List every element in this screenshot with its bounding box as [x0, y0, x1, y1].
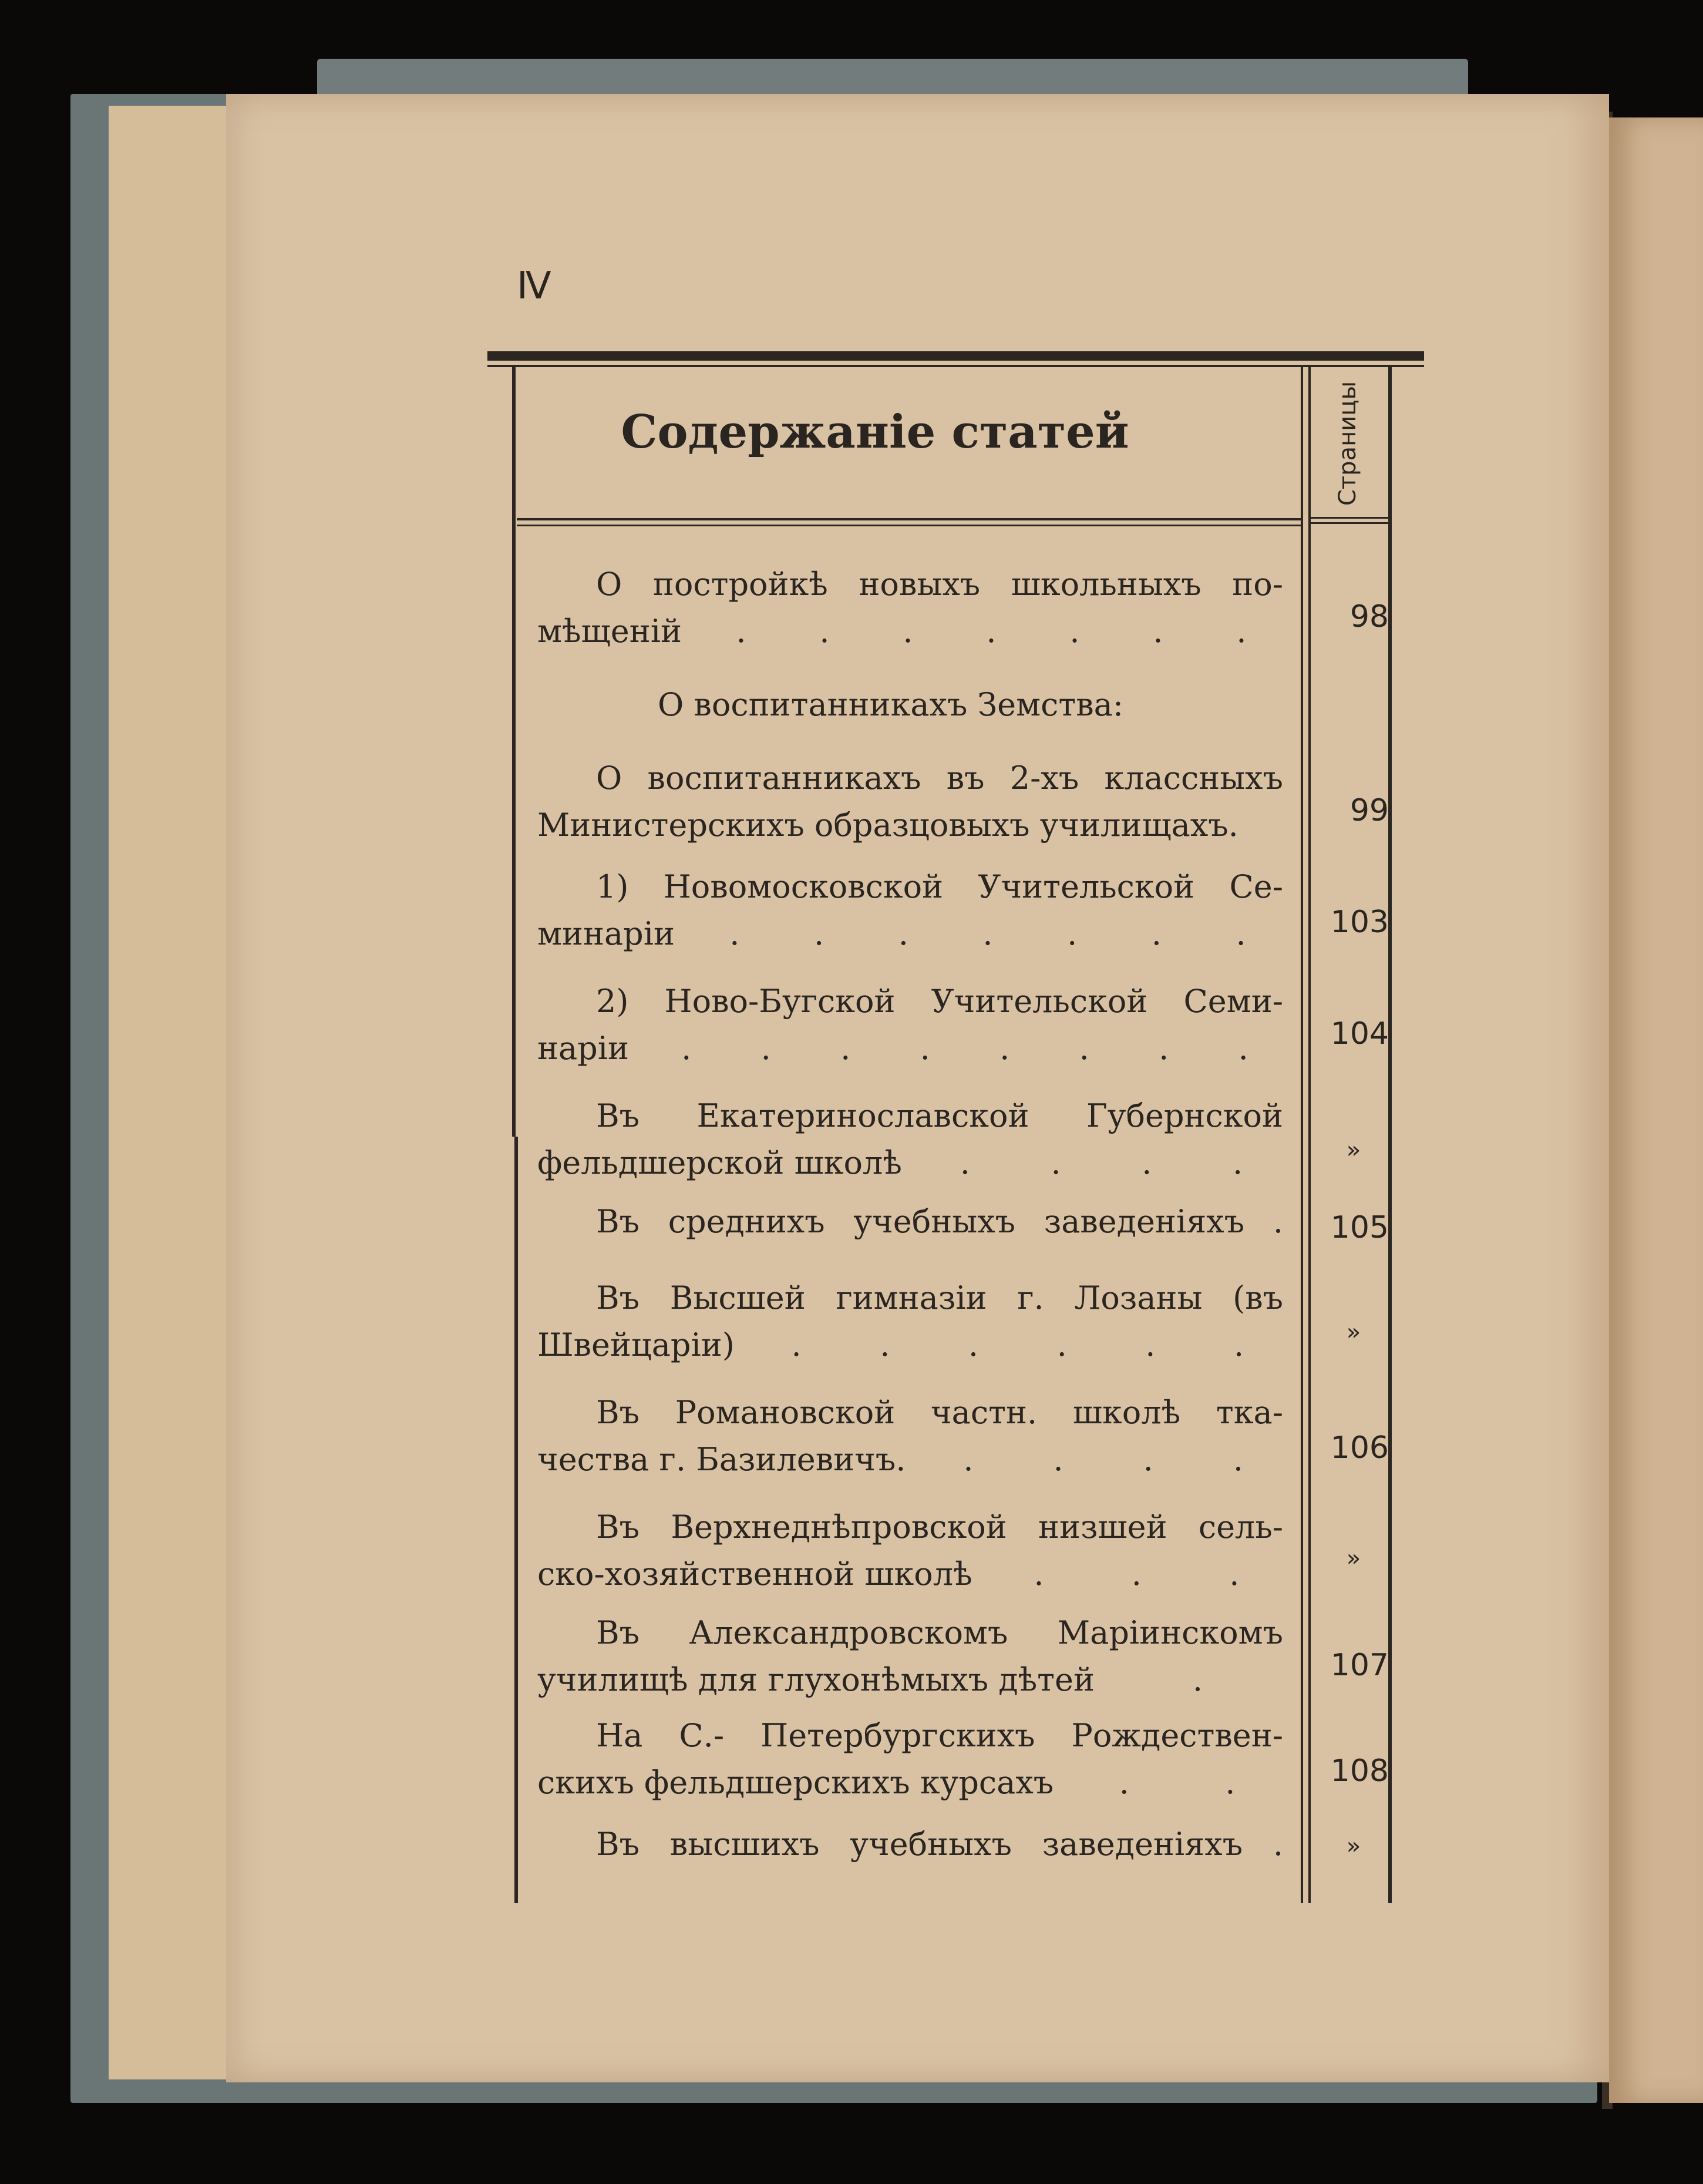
- leader-dots: . . . . . . .: [736, 613, 1247, 650]
- entry-title-line-2-text: мѣщеній: [537, 613, 682, 650]
- entry-title-line-2-text: Министерскихъ образцовыхъ училищахъ.: [537, 807, 1238, 844]
- page-reference: 105: [1330, 1210, 1389, 1245]
- entry-title-line-1: На С.- Петербургскихъ Рождествен-: [596, 1717, 1283, 1754]
- entry-title-line-1: О постройкѣ новыхъ школьныхъ по-: [596, 566, 1283, 603]
- table-left-border: [512, 367, 516, 1137]
- page-reference: 106: [1330, 1430, 1389, 1466]
- contents-entry: [537, 1504, 1283, 1598]
- table-heading: Содержаніе статей: [621, 405, 1129, 459]
- entry-title-line-2-text: училищѣ для глухонѣмыхъ дѣтей: [537, 1661, 1095, 1698]
- table-top-thin-rule: [487, 365, 1424, 367]
- entry-title-line-2: [537, 1551, 1283, 1598]
- page-reference: »: [1346, 1137, 1361, 1164]
- section-heading-text: О воспитанникахъ Земства:: [658, 686, 1124, 723]
- leader-dots: . . . .: [960, 1144, 1243, 1181]
- page-reference: 104: [1330, 1016, 1389, 1051]
- entry-title-line-1: Въ Александровскомъ Маріинскомъ: [596, 1614, 1283, 1651]
- entry-title-line-2: [537, 1140, 1283, 1187]
- leader-dots: . . . . . . . .: [681, 1030, 1248, 1067]
- page-reference: »: [1346, 1545, 1361, 1572]
- contents-entry: [537, 863, 1283, 957]
- leader-dots: . . . .: [963, 1441, 1243, 1478]
- entry-title-line-2-text: скихъ фельдшерскихъ курсахъ: [537, 1764, 1054, 1801]
- leader-dots: . . . . . . .: [729, 915, 1246, 952]
- pages-column-left-border-inner: [1308, 367, 1311, 1903]
- contents-entry: [537, 755, 1283, 849]
- entry-title-line-1: Въ Высшей гимназіи г. Лозаны (въ: [596, 1279, 1283, 1316]
- page-reference: »: [1346, 1833, 1361, 1860]
- table-left-border-lower: [514, 1137, 518, 1903]
- pages-header-separator-rule-2: [1311, 522, 1388, 524]
- entry-title-line-2-text: наріи: [537, 1030, 630, 1067]
- entry-title-line-1: 1) Новомосковской Учительской Се-: [596, 868, 1283, 905]
- entry-title-line-2: [537, 910, 1283, 957]
- entry-title-line-1: Въ среднихъ учебныхъ заведеніяхъ .: [596, 1203, 1283, 1240]
- contents-entry: [537, 1389, 1283, 1483]
- contents-entry: [537, 978, 1283, 1072]
- contents-entry: [537, 1610, 1283, 1703]
- pages-header-separator-rule: [1311, 517, 1388, 519]
- header-separator-rule-2: [517, 525, 1301, 526]
- page-reference: 108: [1330, 1753, 1389, 1789]
- contents-entry: [537, 1821, 1283, 1868]
- entry-title-line-2: [537, 1322, 1283, 1369]
- entry-title-line-2: [537, 1759, 1283, 1806]
- page-reference: 103: [1330, 905, 1389, 940]
- entry-title-line-2: [537, 802, 1283, 849]
- header-separator-rule: [517, 518, 1301, 520]
- contents-entry: [537, 1093, 1283, 1187]
- entry-title-line-1: Въ Верхнеднѣпровской низшей сель-: [596, 1508, 1283, 1545]
- section-heading: [537, 681, 1280, 728]
- entry-title-line-2-text: минаріи: [537, 915, 675, 952]
- contents-entry: [537, 561, 1283, 655]
- page-reference: 107: [1330, 1648, 1389, 1683]
- entry-title-line-2: [537, 1657, 1283, 1703]
- pages-column-header-label: Страницы: [1334, 381, 1361, 506]
- entry-title-line-2-text: фельдшерской школѣ: [537, 1144, 902, 1181]
- pages-column-left-border: [1301, 367, 1303, 1903]
- pages-column-header: [1315, 370, 1380, 517]
- entry-title-line-2-text: Швейцаріи): [537, 1326, 735, 1363]
- entry-title-line-1: Въ Екатеринославской Губернской: [596, 1097, 1283, 1134]
- entry-title-line-1: О воспитанникахъ въ 2-хъ классныхъ: [596, 760, 1283, 797]
- page-reference: 99: [1349, 793, 1389, 828]
- facing-page-edge: [1609, 117, 1703, 2103]
- entry-title-line-2: [537, 1436, 1283, 1483]
- leader-dots: . . .: [1034, 1555, 1240, 1592]
- entry-title-line-2-text: ско-хозяйственной школѣ: [537, 1555, 972, 1592]
- entry-title-line-1: Въ Романовской частн. школѣ тка-: [596, 1394, 1283, 1431]
- contents-entry: [537, 1712, 1283, 1806]
- entry-title-line-1: Въ высшихъ учебныхъ заведеніяхъ .: [596, 1826, 1283, 1863]
- table-top-rule: [487, 351, 1424, 361]
- entry-title-line-2-text: чества г. Базилевичъ.: [537, 1441, 906, 1478]
- contents-entry: [537, 1198, 1283, 1245]
- leader-dots: .: [1192, 1661, 1203, 1698]
- entry-title-line-2: [537, 608, 1283, 655]
- entry-title-line-2: [537, 1025, 1283, 1072]
- page-reference: 98: [1349, 599, 1389, 634]
- leader-dots: . . . . . .: [791, 1326, 1244, 1363]
- page-reference: »: [1346, 1319, 1361, 1346]
- contents-entry: [537, 1275, 1283, 1369]
- entry-title-line-1: 2) Ново-Бугской Учительской Семи-: [596, 983, 1283, 1020]
- page-number: IV: [517, 264, 549, 308]
- leader-dots: . .: [1119, 1764, 1236, 1801]
